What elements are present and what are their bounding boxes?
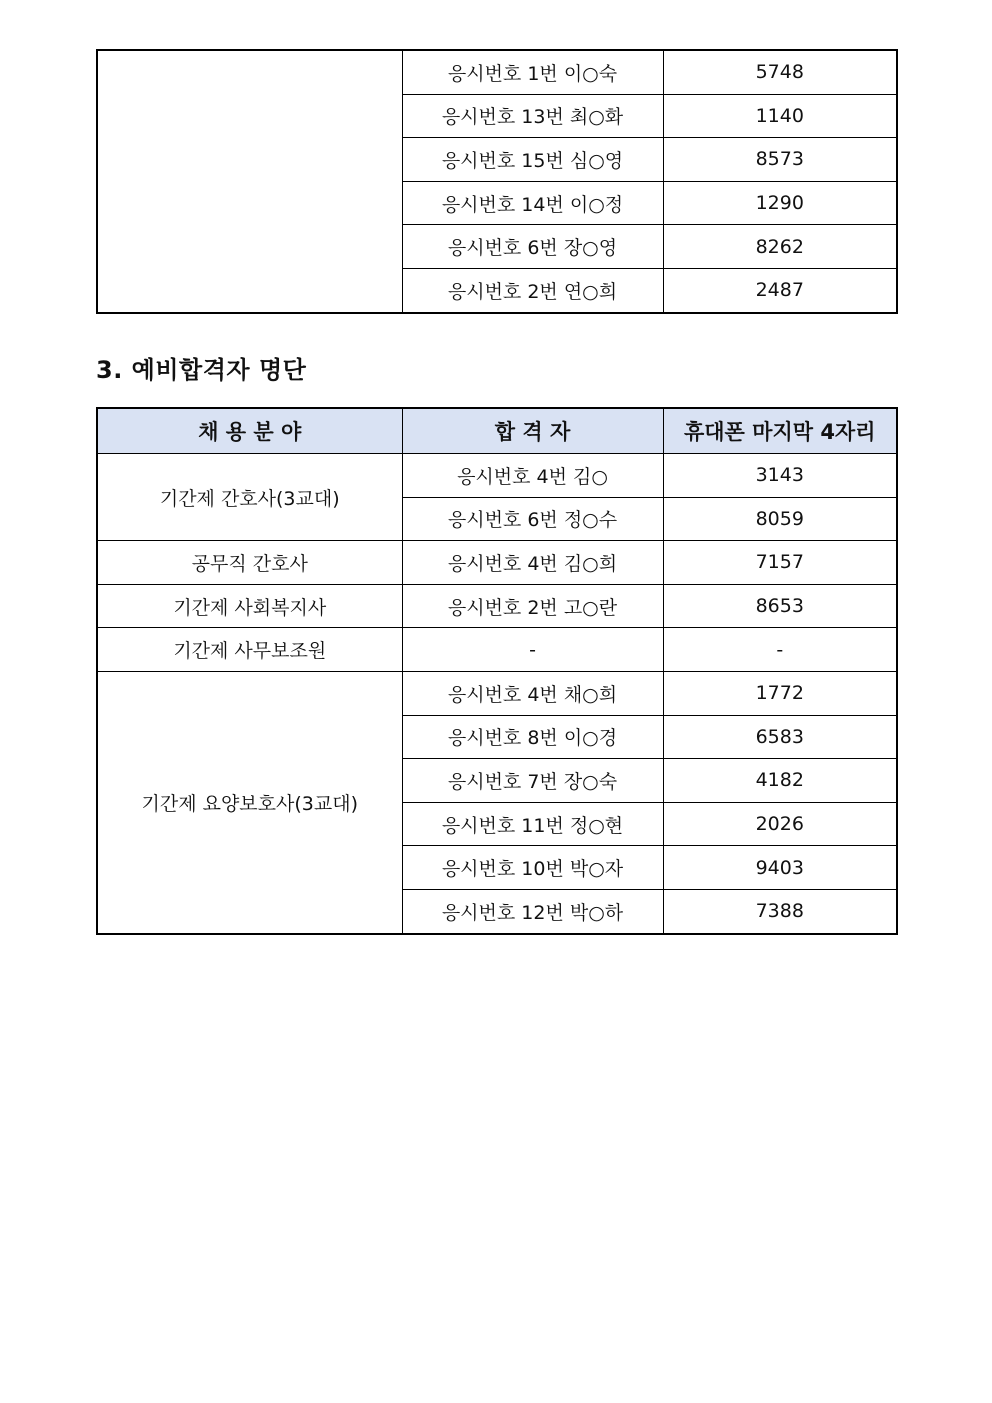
phone-cell: 5748 bbox=[663, 50, 897, 94]
applicant-cell: - bbox=[402, 628, 663, 672]
field-cell: 기간제 사무보조원 bbox=[97, 628, 402, 672]
applicant-cell: 응시번호 4번 채○희 bbox=[402, 671, 663, 715]
applicant-cell: 응시번호 15번 심○영 bbox=[402, 138, 663, 182]
header-applicant: 합 격 자 bbox=[402, 408, 663, 454]
table-row bbox=[97, 671, 897, 715]
phone-cell: 4182 bbox=[663, 759, 897, 803]
phone-cell: 7157 bbox=[663, 541, 897, 585]
phone-cell: 3143 bbox=[663, 454, 897, 498]
table-row bbox=[97, 628, 897, 672]
applicant-cell: 응시번호 2번 고○란 bbox=[402, 584, 663, 628]
applicant-cell: 응시번호 2번 연○희 bbox=[402, 268, 663, 312]
phone-cell: - bbox=[663, 628, 897, 672]
phone-cell: 8059 bbox=[663, 497, 897, 541]
phone-cell: 8653 bbox=[663, 584, 897, 628]
section-title: 3. 예비합격자 명단 bbox=[96, 356, 307, 384]
header-phone: 휴대폰 마지막 4자리 bbox=[663, 408, 897, 454]
applicant-cell: 응시번호 10번 박○자 bbox=[402, 846, 663, 890]
applicant-cell: 응시번호 11번 정○현 bbox=[402, 802, 663, 846]
applicant-cell: 응시번호 1번 이○숙 bbox=[402, 50, 663, 94]
applicant-cell: 응시번호 7번 장○숙 bbox=[402, 759, 663, 803]
phone-cell: 8573 bbox=[663, 138, 897, 182]
table-row bbox=[97, 50, 897, 94]
phone-cell: 1772 bbox=[663, 671, 897, 715]
phone-cell: 1290 bbox=[663, 181, 897, 225]
applicant-cell: 응시번호 6번 장○영 bbox=[402, 225, 663, 269]
applicant-cell: 응시번호 8번 이○경 bbox=[402, 715, 663, 759]
header-row bbox=[97, 408, 897, 454]
field-cell: 공무직 간호사 bbox=[97, 541, 402, 585]
table-row bbox=[97, 541, 897, 585]
field-cell: 기간제 요양보호사(3교대) bbox=[97, 671, 402, 933]
header-field: 채 용 분 야 bbox=[97, 408, 402, 454]
top-results-table bbox=[96, 49, 898, 314]
phone-cell: 7388 bbox=[663, 889, 897, 933]
phone-cell: 8262 bbox=[663, 225, 897, 269]
applicant-cell: 응시번호 4번 김○희 bbox=[402, 541, 663, 585]
field-cell-empty bbox=[97, 50, 402, 313]
phone-cell: 2487 bbox=[663, 268, 897, 312]
applicant-cell: 응시번호 6번 정○수 bbox=[402, 497, 663, 541]
phone-cell: 2026 bbox=[663, 802, 897, 846]
field-cell: 기간제 사회복지사 bbox=[97, 584, 402, 628]
table-row bbox=[97, 584, 897, 628]
phone-cell: 9403 bbox=[663, 846, 897, 890]
applicant-cell: 응시번호 12번 박○하 bbox=[402, 889, 663, 933]
applicant-cell: 응시번호 14번 이○정 bbox=[402, 181, 663, 225]
phone-cell: 6583 bbox=[663, 715, 897, 759]
field-cell: 기간제 간호사(3교대) bbox=[97, 454, 402, 541]
table-row bbox=[97, 454, 897, 498]
applicant-cell: 응시번호 4번 김○ bbox=[402, 454, 663, 498]
phone-cell: 1140 bbox=[663, 94, 897, 138]
reserve-list-table bbox=[96, 407, 898, 935]
applicant-cell: 응시번호 13번 최○화 bbox=[402, 94, 663, 138]
